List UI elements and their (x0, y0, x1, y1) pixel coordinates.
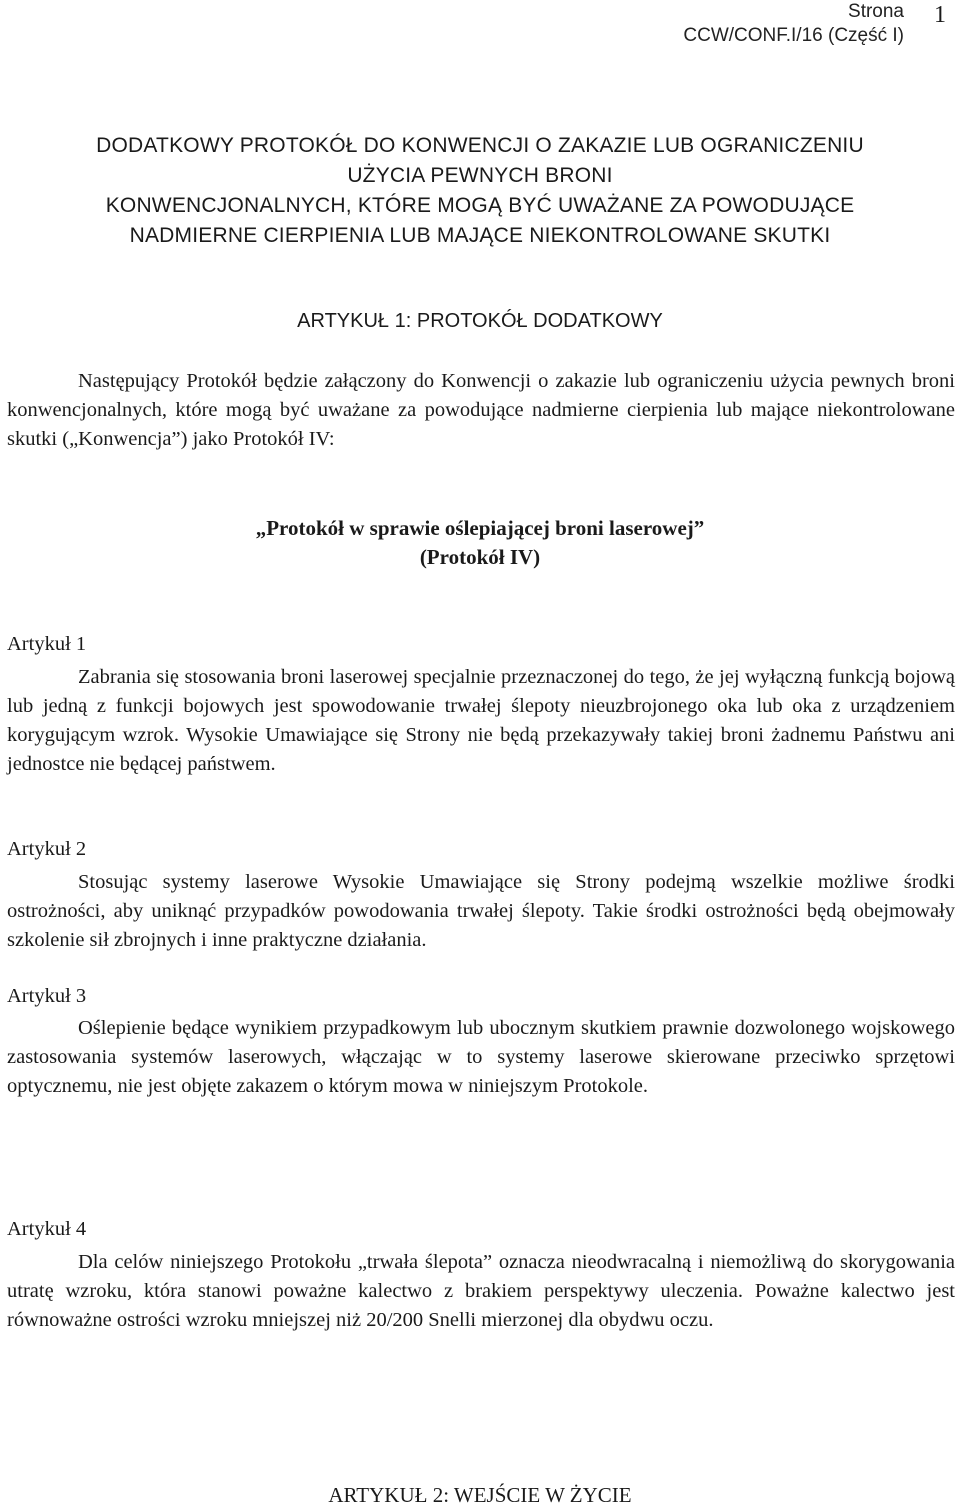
protocol-title-line-2: (Protokół IV) (419, 545, 541, 569)
title-line-2: UŻYCIA PEWNYCH BRONI (347, 164, 613, 187)
header-line-2: CCW/CONF.I/16 (Część I) (683, 25, 904, 46)
protocol-title (0, 514, 960, 572)
article-text-4: Dla celów niniejszego Protokołu „trwała ślepota” oznacza nieodwracalną i niemożliwą do skorygowania utratę wzroku, która stanowi poważne kalectwo z brakiem perspektywy uleczenia. Poważne kalectwo jest równoważne ostrości wzroku mniejszej niż 20/200 Snelli mierzonej dla obydwu oczu. (7, 1251, 955, 1331)
article-text-1: Zabrania się stosowania broni laserowej specjalnie przeznaczonej do tego, że jej wyłączną funkcją bojową lub jedną z funkcji bojowych jest spowodowanie trwałej ślepoty nieuzbrojonego oka lub oka z urządzeniem korygującym wzrok. Wysokie Umawiające się Strony nie będą przekazywały takiej broni żadnemu Państwu ani jednostce nie będącej państwem. (7, 666, 955, 775)
article-label-4: Artykuł 4 (7, 1218, 87, 1240)
article-text-3: Oślepienie będące wynikiem przypadkowym lub ubocznym skutkiem prawnie dozwolonego wojskowego zastosowania systemów laserowych, włączając w to systemy laserowe skierowane przeciwko sprzętowi optycznemu, nie jest objęte zakazem o którym mowa w niniejszym Protokole. (7, 1017, 955, 1097)
title-line-4: NADMIERNE CIERPIENIA LUB MAJĄCE NIEKONTROLOWANE SKUTKI (129, 224, 831, 247)
article-label-1: Artykuł 1 (7, 633, 87, 655)
article-text-2: Stosując systemy laserowe Wysokie Umawiające się Strony podejmą wszelkie możliwe środki ostrożności, aby uniknąć przypadków powodowania trwałej ślepoty. Takie środki ostrożności będą obejmowały szkolenie sił zbrojnych i inne praktyczne działania. (7, 871, 955, 951)
title-line-3: KONWENCJONALNYCH, KTÓRE MOGĄ BYĆ UWAŻANE ZA POWODUJĄCE (105, 194, 855, 217)
article-1-heading: ARTYKUŁ 1: PROTOKÓŁ DODATKOWY (297, 310, 663, 332)
title-line-1: DODATKOWY PROTOKÓŁ DO KONWENCJI O ZAKAZIE LUB OGRANICZENIU (96, 134, 864, 157)
document-title (20, 131, 940, 251)
header-reference (683, 0, 904, 48)
article-label-2: Artykuł 2 (7, 838, 87, 860)
protocol-title-line-1: „Protokół w sprawie oślepiającej broni laserowej” (255, 516, 705, 540)
page-number: 1 (934, 2, 946, 28)
article-label-3: Artykuł 3 (7, 985, 87, 1007)
intro-paragraph: Następujący Protokół będzie załączony do Konwencji o zakazie lub ograniczeniu użycia pewnych broni konwencjonalnych, które mogą być uważane za powodujące nadmierne cierpienia lub mające niekontrolowane skutki („Konwencja”) jako Protokół IV: (7, 370, 955, 450)
article-2-heading: ARTYKUŁ 2: WEJŚCIE W ŻYCIE (328, 1483, 632, 1507)
header-line-1: Strona (848, 1, 904, 22)
